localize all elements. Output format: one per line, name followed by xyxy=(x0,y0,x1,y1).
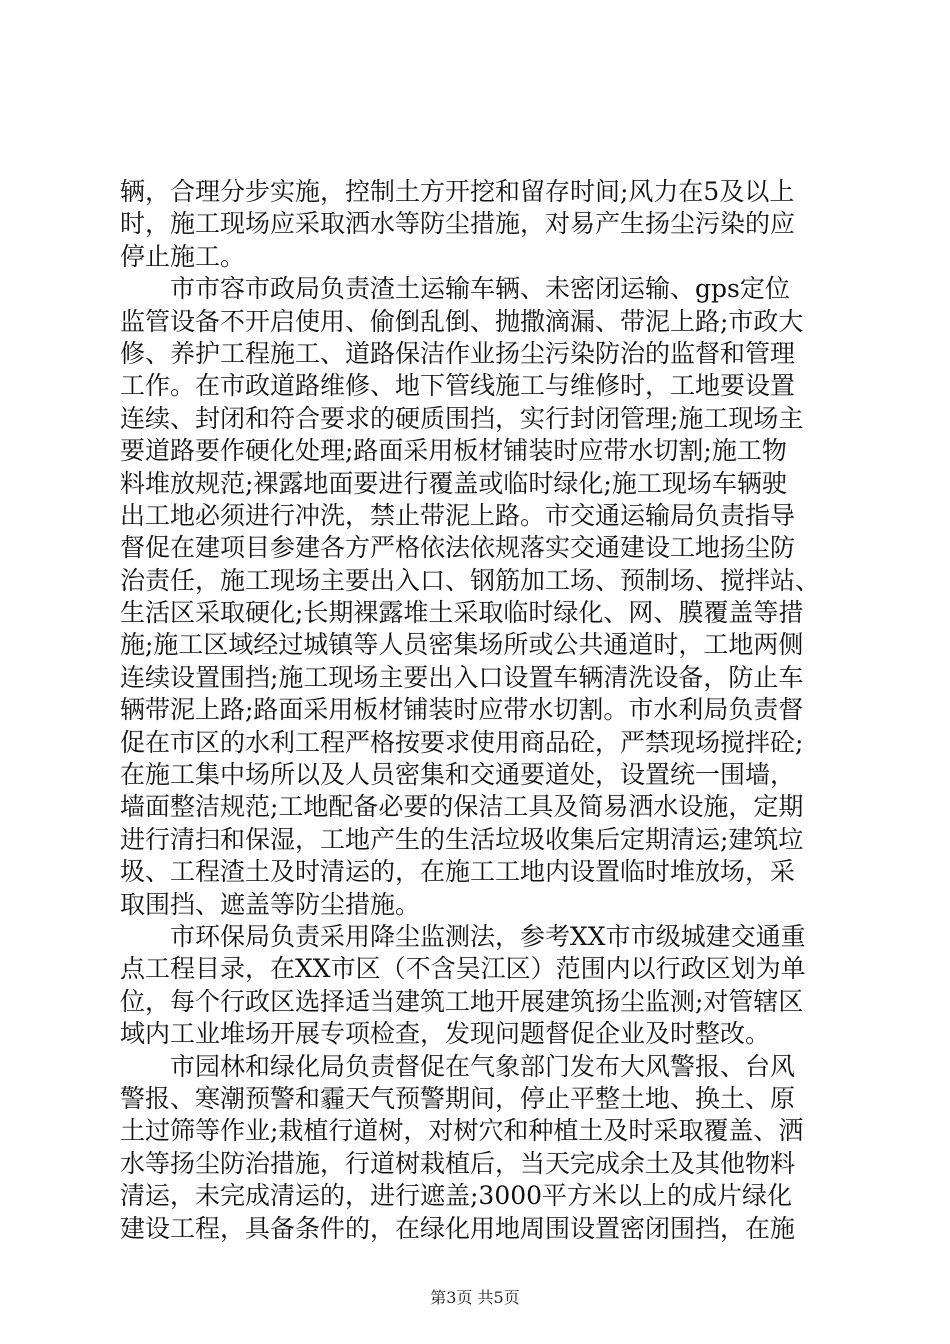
text-line: 出工地必须进行冲洗，禁止带泥上路。市交通运输局负责指导 xyxy=(120,500,796,530)
text-line: 督促在建项目参建各方严格依法依规落实交通建设工地扬尘防 xyxy=(120,533,796,563)
text-line: 圾、工程渣土及时清运的，在施工工地内设置临时堆放场，采 xyxy=(120,857,796,887)
text-line: 施;施工区域经过城镇等人员密集场所或公共通道时，工地两侧 xyxy=(120,630,804,660)
text-line: 位，每个行政区选择适当建筑工地开展建筑扬尘监测;对管辖区 xyxy=(120,986,804,1016)
text-line: 进行清扫和保湿，工地产生的生活垃圾收集后定期清运;建筑垃 xyxy=(120,824,804,854)
text-line: 清运，未完成清运的，进行遮盖;3000平方米以上的成片绿化 xyxy=(120,1181,793,1211)
text-line: 水等扬尘防治措施，行道树栽植后，当天完成余土及其他物料 xyxy=(120,1148,796,1178)
page-number: 第3页 xyxy=(430,1288,473,1307)
text-line: 取围挡、遮盖等防尘措施。 xyxy=(120,889,421,919)
text-line: 要道路要作硬化处理;路面采用板材铺装时应带水切割;施工物 xyxy=(120,436,787,466)
text-line: 时，施工现场应采取洒水等防尘措施，对易产生扬尘污染的应 xyxy=(120,209,796,239)
text-line: 点工程目录，在XX市区（不含吴江区）范围内以行政区划为单 xyxy=(120,954,806,984)
text-line: 辆，合理分步实施，控制土方开挖和留存时间;风力在5及以上 xyxy=(120,177,795,206)
text-line: 建设工程，具备条件的，在绿化用地周围设置密闭围挡，在施 xyxy=(120,1213,796,1243)
page-total: 共5页 xyxy=(477,1288,520,1307)
text-line: 料堆放规范;裸露地面要进行覆盖或临时绿化;施工现场车辆驶 xyxy=(120,468,787,498)
text-line: 促在市区的水利工程严格按要求使用商品砼，严禁现场搅拌砼; xyxy=(120,727,804,757)
page-footer xyxy=(0,1286,950,1310)
text-line: 连续、封闭和符合要求的硬质围挡，实行封闭管理;施工现场主 xyxy=(120,403,804,433)
text-line: 警报、寒潮预警和霾天气预警期间，停止平整土地、换土、原 xyxy=(120,1083,796,1113)
document-body xyxy=(120,176,832,1245)
text-line: 停止施工。 xyxy=(120,241,246,271)
text-line: 在施工集中场所以及人员密集和交通要道处，设置统一围墙， xyxy=(120,760,796,790)
text-line: 土过筛等作业;栽植行道树，对树穴和种植土及时采取覆盖、洒 xyxy=(120,1116,804,1146)
text-line: 墙面整洁规范;工地配备必要的保洁工具及简易洒水设施，定期 xyxy=(120,792,804,822)
text-line: 市市容市政局负责渣土运输车辆、未密闭运输、gps定位 xyxy=(120,274,790,304)
text-line: 监管设备不开启使用、偷倒乱倒、抛撒滴漏、带泥上路;市政大 xyxy=(120,306,804,336)
text-line: 生活区采取硬化;长期裸露堆土采取临时绿化、网、膜覆盖等措 xyxy=(120,598,804,628)
text-line: 修、养护工程施工、道路保洁作业扬尘污染防治的监督和管理 xyxy=(120,338,796,368)
text-line: 市环保局负责采用降尘监测法，参考XX市市级城建交通重 xyxy=(120,921,806,951)
text-line: 市园林和绿化局负责督促在气象部门发布大风警报、台风 xyxy=(120,1051,796,1081)
text-line: 工作。在市政道路维修、地下管线施工与维修时，工地要设置 xyxy=(120,371,796,401)
text-line: 域内工业堆场开展专项检查，发现问题督促企业及时整改。 xyxy=(120,1019,771,1049)
text-line: 连续设置围挡;施工现场主要出入口设置车辆清洗设备，防止车 xyxy=(120,662,804,692)
text-line: 治责任，施工现场主要出入口、钢筋加工场、预制场、搅拌站、 xyxy=(120,565,821,595)
text-line: 辆带泥上路;路面采用板材铺装时应带水切割。市水利局负责督 xyxy=(120,695,804,725)
